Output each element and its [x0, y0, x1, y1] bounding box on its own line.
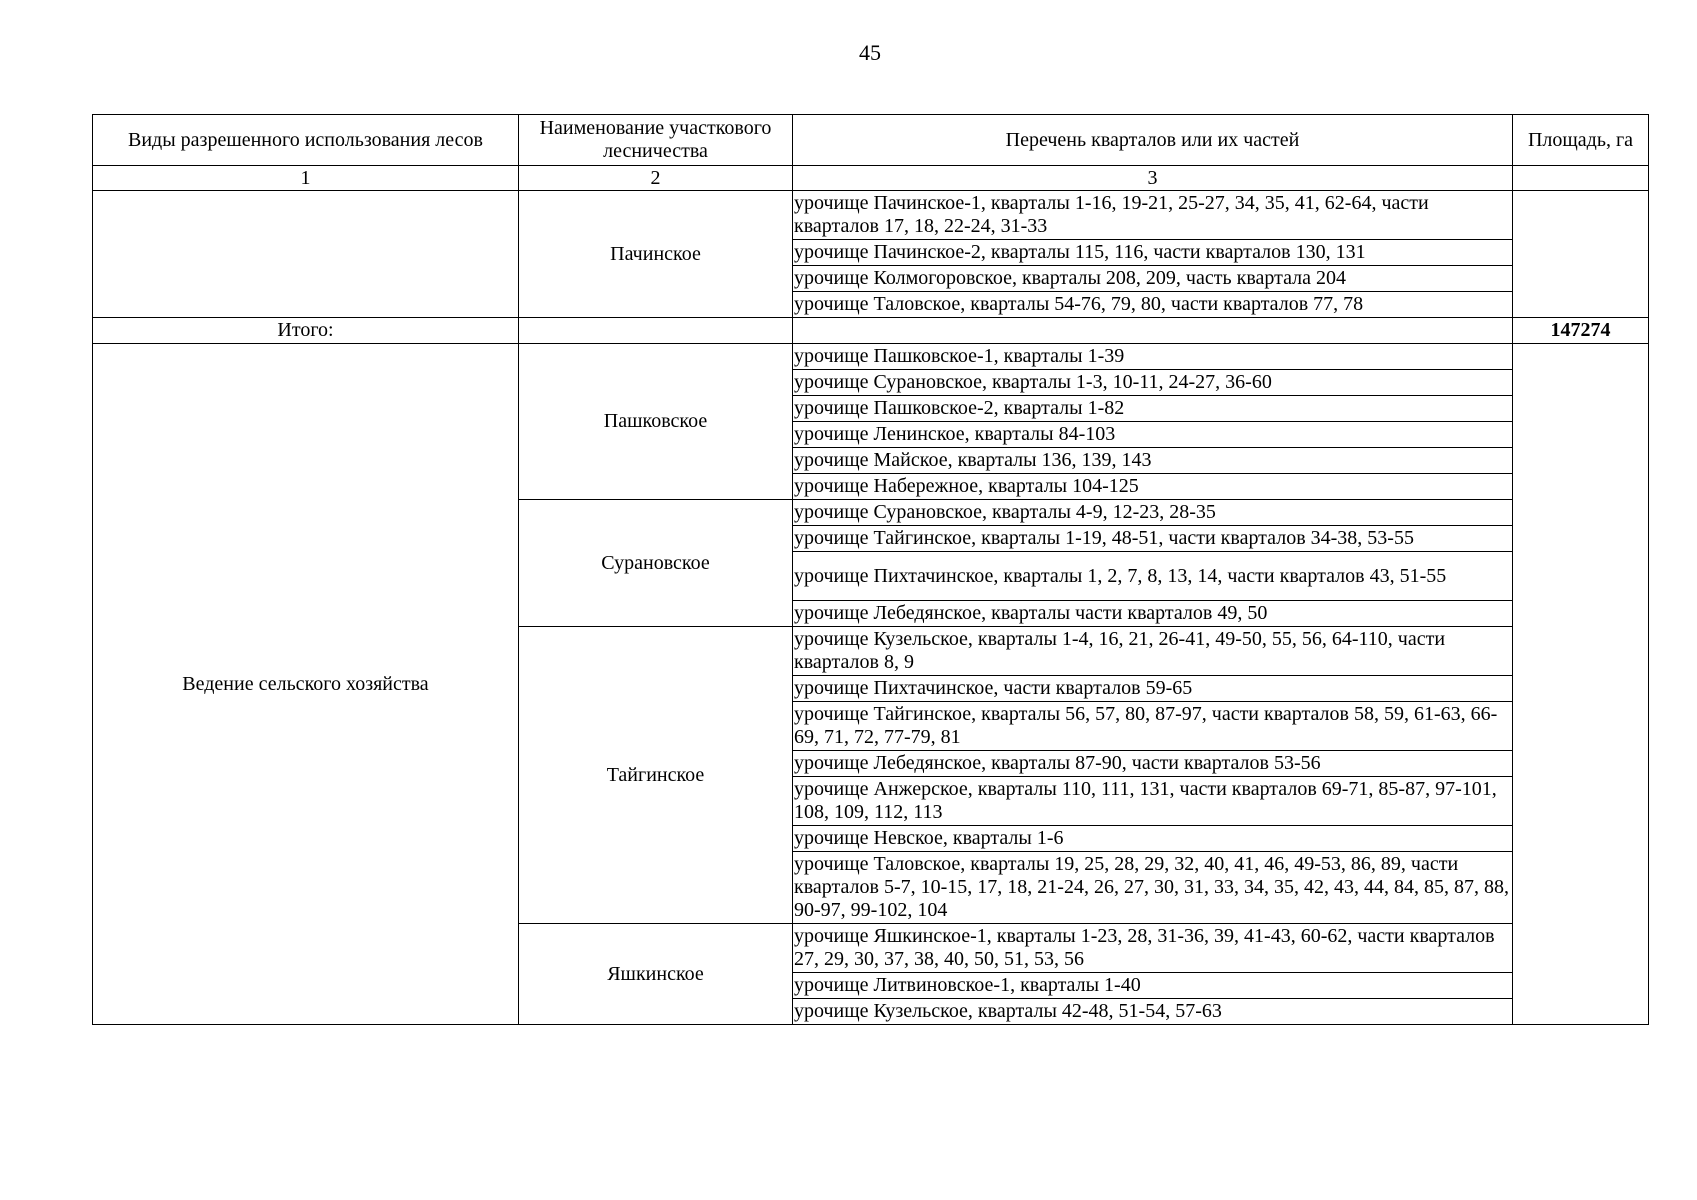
table-header-row: [93, 115, 1649, 166]
forestry-name: Тайгинское: [519, 627, 793, 924]
quarter-item: урочище Тайгинское, кварталы 56, 57, 80, 87-97, части кварталов 58, 59, 61-63, 66-69, 71, 72, 77-79, 81: [793, 702, 1513, 751]
header-use-type: Виды разрешенного использования лесов: [93, 115, 519, 166]
quarter-item: урочище Литвиновское-1, кварталы 1-40: [793, 973, 1513, 999]
quarter-item: урочище Анжерское, кварталы 110, 111, 131, части кварталов 69-71, 85-87, 97-101, 108, 109, 112, 113: [793, 777, 1513, 826]
column-number: [1513, 166, 1649, 191]
forest-use-table: [92, 114, 1649, 1025]
quarter-item: урочище Тайгинское, кварталы 1-19, 48-51, части кварталов 34-38, 53-55: [793, 526, 1513, 552]
quarter-item: урочище Лебедянское, кварталы 87-90, части кварталов 53-56: [793, 751, 1513, 777]
quarter-item: урочище Таловское, кварталы 54-76, 79, 80, части кварталов 77, 78: [793, 292, 1513, 318]
column-number: 1: [93, 166, 519, 191]
quarter-item: урочище Сурановское, кварталы 4-9, 12-23, 28-35: [793, 500, 1513, 526]
quarter-item: урочище Пихтачинское, кварталы 1, 2, 7, 8, 13, 14, части кварталов 43, 51-55: [793, 552, 1513, 601]
quarter-item: урочище Кузельское, кварталы 42-48, 51-54, 57-63: [793, 999, 1513, 1025]
page-number: 45: [859, 40, 881, 65]
quarter-item: урочище Невское, кварталы 1-6: [793, 826, 1513, 852]
forestry-name: Пашковское: [519, 344, 793, 500]
total-empty: [793, 318, 1513, 344]
use-type-name: Ведение сельского хозяйства: [93, 344, 519, 1025]
column-number-row: [93, 166, 1649, 191]
forestry-name: Яшкинское: [519, 924, 793, 1025]
quarter-item: урочище Пачинское-2, кварталы 115, 116, части кварталов 130, 131: [793, 240, 1513, 266]
quarter-item: урочище Яшкинское-1, кварталы 1-23, 28, 31-36, 39, 41-43, 60-62, части кварталов 27, 29, 30, 37, 38, 40, 50, 51, 53, 56: [793, 924, 1513, 973]
column-number: 2: [519, 166, 793, 191]
quarter-item: урочище Пихтачинское, части кварталов 59-65: [793, 676, 1513, 702]
quarter-item: урочище Колмогоровское, кварталы 208, 209, часть квартала 204: [793, 266, 1513, 292]
quarter-item: урочище Сурановское, кварталы 1-3, 10-11, 24-27, 36-60: [793, 370, 1513, 396]
table-row: [93, 344, 1649, 370]
use-type-cell-empty: [93, 191, 519, 318]
area-cell-empty: [1513, 344, 1649, 1025]
header-forestry: Наименование участкового лесничества: [519, 115, 793, 166]
quarter-item: урочище Пашковское-1, кварталы 1-39: [793, 344, 1513, 370]
forestry-name: Сурановское: [519, 500, 793, 627]
total-label: Итого:: [93, 318, 519, 344]
quarter-item: урочище Майское, кварталы 136, 139, 143: [793, 448, 1513, 474]
forestry-name: Пачинское: [519, 191, 793, 318]
quarter-item: урочище Таловское, кварталы 19, 25, 28, 29, 32, 40, 41, 46, 49-53, 86, 89, части кварталов 5-7, 10-15, 17, 18, 21-24, 26, 27, 30, 31, 33, 34, 35, 42, 43, 44, 84, 85, 87, 88, 90-97, 99-102, 104: [793, 852, 1513, 924]
header-area: Площадь, га: [1513, 115, 1649, 166]
quarter-item: урочище Пачинское-1, кварталы 1-16, 19-21, 25-27, 34, 35, 41, 62-64, части кварталов 17, 18, 22-24, 31-33: [793, 191, 1513, 240]
quarter-item: урочище Пашковское-2, кварталы 1-82: [793, 396, 1513, 422]
header-quarters: Перечень кварталов или их частей: [793, 115, 1513, 166]
quarter-item: урочище Лебедянское, кварталы части кварталов 49, 50: [793, 601, 1513, 627]
table-row: [93, 191, 1649, 240]
total-row: [93, 318, 1649, 344]
quarter-item: урочище Ленинское, кварталы 84-103: [793, 422, 1513, 448]
column-number: 3: [793, 166, 1513, 191]
total-empty: [519, 318, 793, 344]
area-cell-empty: [1513, 191, 1649, 318]
total-area: 147274: [1513, 318, 1649, 344]
quarter-item: урочище Набережное, кварталы 104-125: [793, 474, 1513, 500]
quarter-item: урочище Кузельское, кварталы 1-4, 16, 21, 26-41, 49-50, 55, 56, 64-110, части кварталов 8, 9: [793, 627, 1513, 676]
